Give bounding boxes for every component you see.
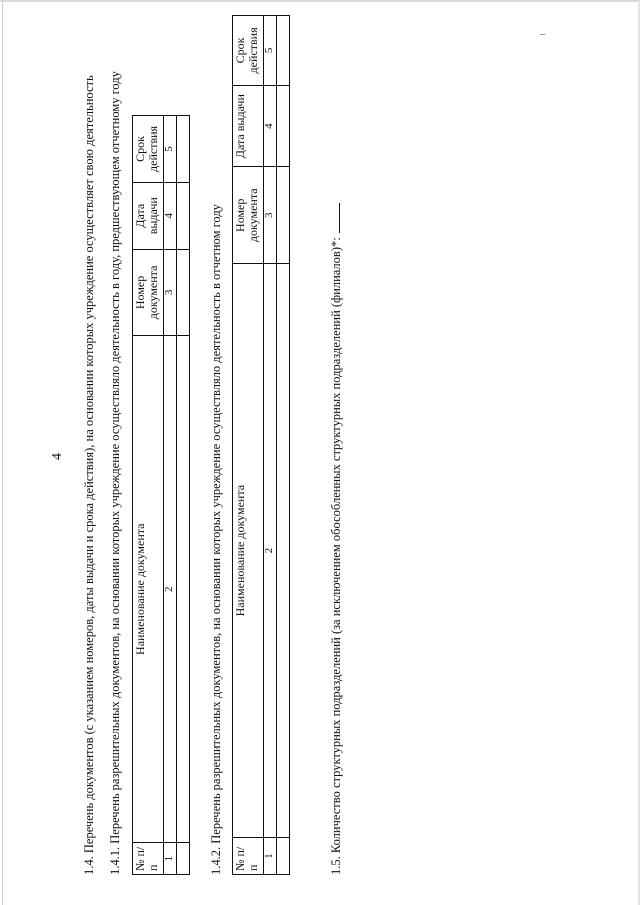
- header-cell-validity: Срок действия: [133, 116, 164, 183]
- empty-cell: [277, 85, 290, 167]
- header-cell-doc-number: Номер документа: [233, 167, 264, 264]
- empty-cell: [277, 16, 290, 86]
- index-cell: 1: [164, 843, 177, 875]
- scan-speck: [540, 34, 545, 35]
- index-cell: 3: [164, 249, 177, 336]
- empty-cell: [177, 843, 190, 875]
- empty-cell: [177, 249, 190, 336]
- index-cell: 3: [264, 167, 277, 264]
- header-cell-issue-date: Дата выдачи: [133, 182, 164, 249]
- header-cell-doc-number: Номер документа: [133, 249, 164, 336]
- table-row: [177, 116, 190, 875]
- table-header-row: [233, 16, 264, 875]
- section-1-4-2-text: 1.4.2. Перечень разрешительных документов, на основании которых учреждение осуществляло деятельность в отчетном году: [209, 204, 223, 875]
- index-cell: 5: [164, 116, 177, 183]
- empty-cell: [177, 116, 190, 183]
- page-number: 4: [50, 453, 65, 460]
- section-1-4-1-text: 1.4.1. Перечень разрешительных документов, на основании которых учреждение осуществляло деятельность в году, предшествующем отчетному году: [108, 71, 122, 875]
- header-cell-issue-date: Дата выдачи: [233, 85, 264, 167]
- index-cell: 4: [264, 85, 277, 167]
- index-cell: 4: [164, 182, 177, 249]
- table-1-4-1: [132, 115, 190, 875]
- fill-in-blank: [327, 203, 340, 233]
- table-index-row: [264, 16, 277, 875]
- empty-cell: [277, 167, 290, 264]
- table-header-row: [133, 116, 164, 875]
- section-1-4-text: 1.4. Перечень документов (с указанием номеров, даты выдачи и срока действия), на основании которых учреждение осуществляет свою деятельность: [82, 75, 96, 875]
- empty-cell: [177, 182, 190, 249]
- empty-cell: [277, 838, 290, 875]
- empty-cell: [277, 264, 290, 838]
- header-cell-doc-name: Наименование документа: [233, 264, 264, 838]
- empty-cell: [177, 336, 190, 843]
- header-cell-number: № п/п: [133, 843, 164, 875]
- header-cell-number: № п/п: [233, 838, 264, 875]
- index-cell: 2: [164, 336, 177, 843]
- table-index-row: [164, 116, 177, 875]
- index-cell: 1: [264, 838, 277, 875]
- table-1-4-2: [232, 15, 290, 875]
- section-1-5-line: [327, 203, 344, 875]
- table-row: [277, 16, 290, 875]
- section-1-5-text: 1.5. Количество структурных подразделений (за исключением обособленных структурных подразделений (филиалов)*:: [329, 237, 343, 875]
- header-cell-doc-name: Наименование документа: [133, 336, 164, 843]
- index-cell: 2: [264, 264, 277, 838]
- index-cell: 5: [264, 16, 277, 86]
- header-cell-validity: Срок действия: [233, 16, 264, 86]
